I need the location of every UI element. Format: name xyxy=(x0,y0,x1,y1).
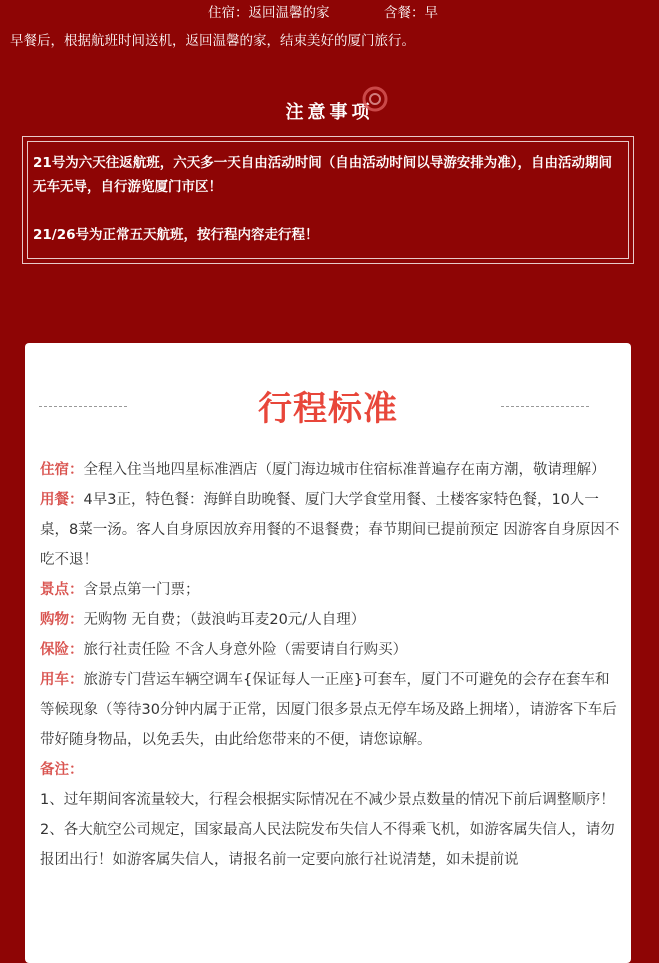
standard-text: 旅行社责任险 不含人身意外险（需要请自行购买） xyxy=(83,642,408,658)
card-title: 行程标准 xyxy=(258,389,398,429)
standard-item-remarks xyxy=(40,755,620,785)
notice-paragraph-2: 21/26号为正常五天航班，按行程内容走行程！ xyxy=(33,227,319,243)
notice-content xyxy=(33,151,625,271)
card-header xyxy=(25,381,631,441)
standard-label: 保险： xyxy=(40,642,84,658)
standard-text: 4早3正，特色餐：海鲜自助晚餐、厦门大学食堂用餐、土楼客家特色餐，10人一桌，8菜一汤。客人自身原因放弃用餐的不退餐费；春节期间已提前预定 因游客自身原因不吃不退！ xyxy=(40,492,620,568)
standard-text: 全程入住当地四星标准酒店（厦门海边城市住宿标准普遍存在南方潮，敬请理解） xyxy=(83,462,606,478)
remark-note-2: 2、各大航空公司规定，国家最高人民法院发布失信人不得乘飞机，如游客属失信人，请勿报团出行！如游客属失信人，请报名前一定要向旅行社说清楚，如未提前说 xyxy=(40,822,615,868)
standards-list xyxy=(40,455,620,875)
standard-label: 用餐： xyxy=(40,492,84,508)
standard-label: 购物： xyxy=(40,612,84,628)
standard-item-insurance xyxy=(40,635,620,665)
standard-text: 含景点第一门票； xyxy=(83,582,200,598)
standard-label: 用车： xyxy=(40,672,84,688)
standard-item-stay xyxy=(40,455,620,485)
notice-paragraph-1: 21号为六天往返航班，六天多一天自由活动时间（自由活动时间以导游安排为准），自由活动期间无车无导，自行游览厦门市区！ xyxy=(33,155,613,195)
itinerary-standards-card xyxy=(25,343,631,963)
standard-label: 景点： xyxy=(40,582,84,598)
day-description: 早餐后，根据航班时间送机，返回温馨的家，结束美好的厦门旅行。 xyxy=(10,33,415,49)
swirl-decoration-icon xyxy=(362,86,388,112)
standard-item-sights xyxy=(40,575,620,605)
notice-box xyxy=(22,136,634,264)
meal-label: 含餐：早 xyxy=(384,5,438,21)
notice-title: 注意事项 xyxy=(285,102,374,123)
standard-item-vehicle xyxy=(40,665,620,755)
top-info-line xyxy=(0,0,659,20)
standard-item-shopping xyxy=(40,605,620,635)
standard-item-meals xyxy=(40,485,620,575)
remark-note-1: 1、过年期间客流量较大，行程会根据实际情况在不减少景点数量的情况下前后调整顺序！ xyxy=(40,792,615,808)
standard-text: 无购物 无自费；（鼓浪屿耳麦20元/人自理） xyxy=(83,612,366,628)
standard-label: 住宿： xyxy=(40,462,84,478)
standard-text: 旅游专门营运车辆空调车{保证每人一正座}可套车，厦门不可避免的会存在套车和等候现象（等待30分钟内属于正常，因厦门很多景点无停车场及路上拥堵），请游客下车后带好随身物品，以免丢失，由此给您带来的不便，请您谅解。 xyxy=(40,672,617,748)
standard-label: 备注： xyxy=(40,762,84,778)
stay-label: 住宿：返回温馨的家 xyxy=(208,5,330,21)
divider-right xyxy=(501,406,589,407)
